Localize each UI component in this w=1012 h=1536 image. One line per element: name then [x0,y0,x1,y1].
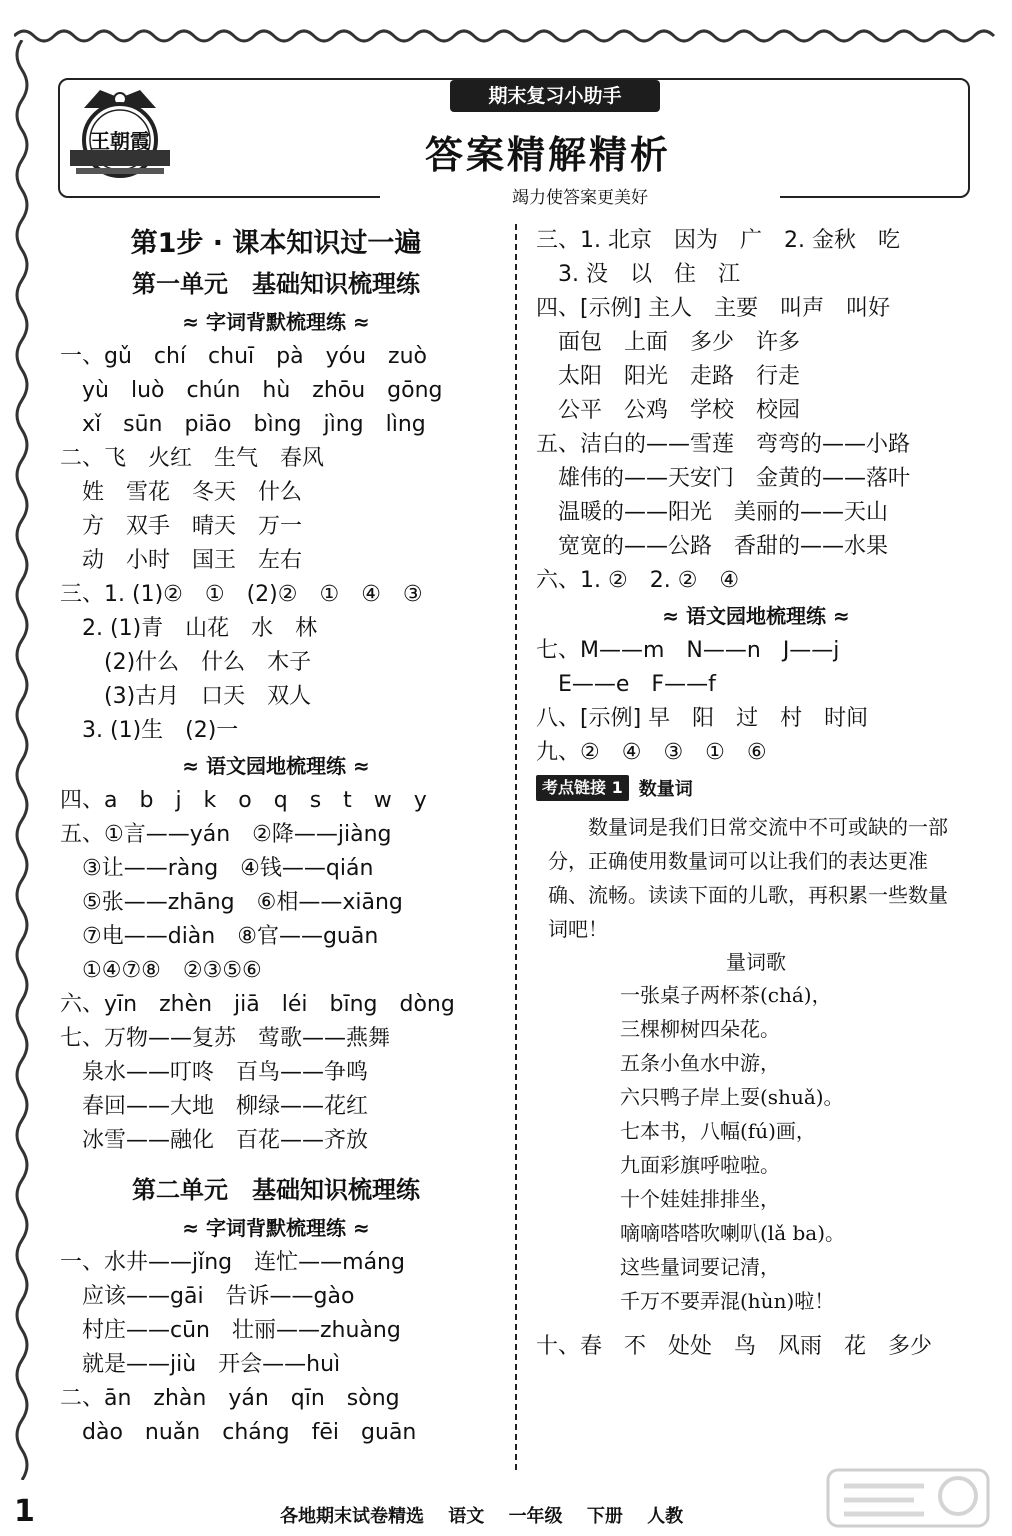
poem-line: 这些量词要记清， [620,1255,780,1279]
answer-line: 应该——gāi 告诉——gào [60,1284,355,1309]
unit1-subsection-words: ≈ 字词背默梳理练 ≈ [182,310,370,334]
footer-grade: 一年级 [508,1506,563,1527]
answer-line: ⑦电——diàn ⑧官——guān [60,924,379,949]
poem [536,978,976,1318]
page-title: 答案精解精析 [424,133,671,177]
answer-line: 三、1. 北京 因为 广 2. 金秋 吃 [536,228,900,253]
unit2-title: 第二单元 基础知识梳理练 [132,1176,420,1204]
answer-line: 一、水井——jǐng 连忙——máng [60,1250,405,1275]
answer-line: 宽宽的——公路 香甜的——水果 [536,534,889,559]
answer-line: (2)什么 什么 木子 [60,650,312,675]
right-subsection-garden: ≈ 语文园地梳理练 ≈ [662,604,850,628]
poem-line: 三棵柳树四朵花。 [620,1017,780,1041]
answer-line: 四、[示例] 主人 主要 叫声 叫好 [536,296,891,321]
answer-line: 四、a b j k o q s t w y [60,788,427,813]
answer-line: 五、①言——yán ②降——jiàng [60,822,392,847]
answer-line: 3. 没 以 住 江 [536,262,740,287]
answer-line: ①④⑦⑧ ②③⑤⑥ [60,958,262,983]
svg-text:王朝霞: 王朝霞 [90,129,150,153]
answer-line: 公平 公鸡 学校 校园 [536,398,801,423]
answer-line: 动 小时 国王 左右 [60,548,303,573]
top-wave-border [14,26,996,46]
answer-line: 七、万物——复苏 莺歌——燕舞 [60,1026,391,1051]
right-column [536,224,976,1364]
answer-line: 六、1. ② 2. ② ④ [536,568,740,593]
answer-line: 六、yīn zhèn jiā léi bīng dòng [60,992,455,1017]
answer-line: yù luò chún hù zhōu gōng [60,378,443,403]
knowledge-link-badge: 考点链接 1 [536,775,629,801]
answer-line: 方 双手 晴天 万一 [60,514,303,539]
answer-line: dào nuǎn cháng fēi guān [60,1420,417,1445]
answer-line: 雄伟的——天安门 金黄的——落叶 [536,466,911,491]
answer-line: 面包 上面 多少 许多 [536,330,801,355]
answer-line: xǐ sūn piāo bìng jìng lìng [60,412,426,437]
header-tab: 期末复习小助手 [450,80,660,112]
left-wave-border [10,40,34,1480]
knowledge-link-callout [536,770,976,806]
answer-line: 七、M——m N——n J——j [536,638,840,663]
right-answers-part1 [536,224,976,598]
answer-line: (3)古月 口天 双人 [60,684,312,709]
answer-line: 十、春 不 处处 鸟 风雨 花 多少 [536,1334,933,1359]
answer-line: 泉水——叮咚 百鸟——争鸣 [60,1060,369,1085]
answer-line: 二、ān zhàn yán qīn sòng [60,1386,400,1411]
unit1-title: 第一单元 基础知识梳理练 [132,270,420,298]
answer-line: 二、飞 火红 生气 春风 [60,446,325,471]
answer-line: 姓 雪花 冬天 什么 [60,480,303,505]
poem-line: 十个娃娃排排坐， [620,1187,780,1211]
knowledge-paragraph: 数量词是我们日常交流中不可或缺的一部分，正确使用数量词可以让我们的表达更准确、流畅。读读下面的儿歌，再积累一些数量词吧！ [548,815,948,941]
poem-line: 千万不要弄混(hùn)啦！ [620,1289,835,1313]
answer-line: 春回——大地 柳绿——花红 [60,1094,369,1119]
unit2-subsection-words: ≈ 字词背默梳理练 ≈ [182,1216,370,1240]
answer-line: ⑤张——zhāng ⑥相——xiāng [60,890,403,915]
answer-line: 冰雪——融化 百花——齐放 [60,1128,369,1153]
unit1-word-answers [60,340,492,748]
step-title: 第1步 · 课本知识过一遍 [130,228,422,259]
poem-title: 量词歌 [726,950,786,974]
footer-subject: 语文 [448,1506,485,1527]
knowledge-link-title: 数量词 [638,779,693,800]
answer-line: 村庄——cūn 壮丽——zhuàng [60,1318,401,1343]
unit1-subsection-garden: ≈ 语文园地梳理练 ≈ [182,754,370,778]
answer-line: 2. (1)青 山花 水 林 [60,616,318,641]
right-answers-part2 [536,634,976,770]
answer-line: 3. (1)生 (2)一 [60,718,239,743]
unit1-garden-answers [60,784,492,1158]
answer-line: 八、[示例] 早 阳 过 村 时间 [536,706,869,731]
tagline: 竭力使答案更美好 [380,184,780,212]
footer-info [280,1502,701,1528]
unit2-word-answers [60,1246,492,1450]
answer-line: 一、gǔ chí chuī pà yóu zuò [60,344,427,369]
answer-line: ③让——ràng ④钱——qián [60,856,374,881]
watermark-logo [824,1466,994,1530]
poem-line: 七本书，八幅(fú)画， [620,1119,816,1143]
footer-edition: 人教 [647,1506,684,1527]
answer-line: 九、② ④ ③ ① ⑥ [536,740,767,765]
left-column [60,224,492,1450]
answer-line: 就是——jiù 开会——huì [60,1352,341,1377]
answer-line: 太阳 阳光 走路 行走 [536,364,801,389]
answer-line: 五、洁白的——雪莲 弯弯的——小路 [536,432,911,457]
poem-line: 六只鸭子岸上耍(shuǎ)。 [620,1085,844,1109]
answer-line: 三、1. (1)② ① (2)② ① ④ ③ [60,582,423,607]
answer-line: E——e F——f [536,672,716,697]
poem-line: 九面彩旗呼啦啦。 [620,1153,780,1177]
page-number: 1 [14,1494,35,1529]
footer-book: 各地期末试卷精选 [280,1506,424,1527]
footer-volume: 下册 [586,1506,623,1527]
column-divider [515,224,517,1474]
answer-line: 温暖的——阳光 美丽的——天山 [536,500,889,525]
poem-line: 嘀嘀嗒嗒吹喇叭(lǎ ba)。 [620,1221,846,1245]
poem-line: 一张桌子两杯茶(chá)， [620,983,832,1007]
poem-line: 五条小鱼水中游， [620,1051,780,1075]
